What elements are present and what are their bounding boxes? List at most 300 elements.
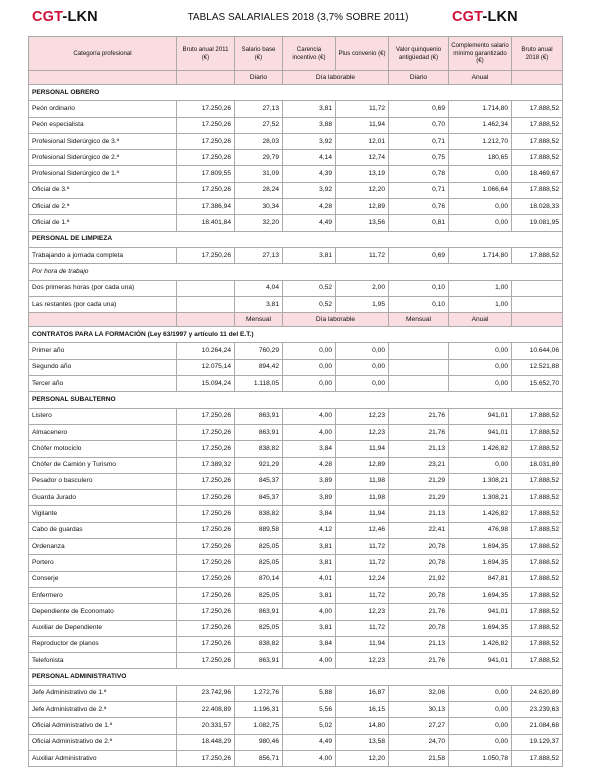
category-cell: Profesional Siderúrgico de 2.ª	[29, 150, 177, 166]
value-cell: 3,84	[283, 636, 336, 652]
section-header	[29, 85, 563, 101]
value-cell: 863,91	[235, 653, 283, 669]
value-cell: 22,41	[389, 522, 449, 538]
value-cell: 17.888,52	[512, 506, 563, 522]
category-cell: Primer año	[29, 343, 177, 359]
table-row	[29, 182, 563, 198]
value-cell: 17.250,26	[177, 604, 235, 620]
value-cell: 12.521,88	[512, 359, 563, 375]
value-cell: 17.888,52	[512, 750, 563, 766]
value-cell: 11,98	[336, 473, 389, 489]
value-cell: 11,94	[336, 506, 389, 522]
value-cell: 27,13	[235, 101, 283, 117]
value-cell: 847,81	[449, 571, 512, 587]
value-cell	[512, 296, 563, 312]
value-cell: 0,00	[449, 701, 512, 717]
value-cell: 21,76	[389, 604, 449, 620]
category-cell: Enfermero	[29, 587, 177, 603]
table-row	[29, 701, 563, 717]
units-cell-empty	[177, 313, 235, 327]
category-cell: Dependiente de Economato	[29, 604, 177, 620]
table-row	[29, 718, 563, 734]
value-cell: 21,13	[389, 441, 449, 457]
value-cell: 0,78	[389, 166, 449, 182]
value-cell: 476,98	[449, 522, 512, 538]
value-cell: 863,91	[235, 424, 283, 440]
value-cell: 17.888,52	[512, 587, 563, 603]
category-cell: Las restantes (por cada una)	[29, 296, 177, 312]
value-cell: 3,88	[283, 117, 336, 133]
value-cell: 4,28	[283, 199, 336, 215]
column-header: Bruto anual 2011 (€)	[177, 37, 235, 71]
value-cell: 17.888,52	[512, 490, 563, 506]
category-cell: Portero	[29, 555, 177, 571]
value-cell: 27,13	[235, 247, 283, 263]
value-cell: 24,70	[389, 734, 449, 750]
table-row	[29, 620, 563, 636]
value-cell: 20,78	[389, 587, 449, 603]
value-cell: 17.250,26	[177, 571, 235, 587]
value-cell: 941,01	[449, 604, 512, 620]
value-cell: 12,23	[336, 604, 389, 620]
value-cell: 921,29	[235, 457, 283, 473]
value-cell: 4,12	[283, 522, 336, 538]
category-cell: Almacenero	[29, 424, 177, 440]
value-cell: 941,01	[449, 653, 512, 669]
value-cell: 17.250,26	[177, 750, 235, 766]
value-cell: 3,81	[283, 101, 336, 117]
value-cell: 0,81	[389, 215, 449, 231]
units-cell-empty	[512, 313, 563, 327]
value-cell: 11,72	[336, 620, 389, 636]
value-cell: 0,00	[283, 376, 336, 392]
value-cell: 14,80	[336, 718, 389, 734]
value-cell: 4,14	[283, 150, 336, 166]
value-cell: 17.250,26	[177, 653, 235, 669]
value-cell: 18.401,84	[177, 215, 235, 231]
units-cell: Anual	[449, 313, 512, 327]
value-cell: 21,13	[389, 636, 449, 652]
category-cell: Oficial Administrativo de 1.ª	[29, 718, 177, 734]
value-cell: 17.250,26	[177, 441, 235, 457]
value-cell: 0,00	[449, 199, 512, 215]
value-cell: 3,89	[283, 490, 336, 506]
table-row	[29, 604, 563, 620]
value-cell: 28,03	[235, 133, 283, 149]
value-cell: 17.250,26	[177, 424, 235, 440]
value-cell: 0,00	[449, 343, 512, 359]
category-cell: Dos primeras horas (por cada una)	[29, 280, 177, 296]
table-row	[29, 734, 563, 750]
table-row	[29, 506, 563, 522]
value-cell: 4,00	[283, 408, 336, 424]
value-cell: 3,89	[283, 473, 336, 489]
value-cell	[177, 296, 235, 312]
table-row	[29, 653, 563, 669]
value-cell	[389, 376, 449, 392]
value-cell: 18.469,67	[512, 166, 563, 182]
value-cell: 760,29	[235, 343, 283, 359]
value-cell: 838,82	[235, 506, 283, 522]
value-cell: 10.264,24	[177, 343, 235, 359]
table-row	[29, 685, 563, 701]
units-row	[29, 313, 563, 327]
value-cell: 12,74	[336, 150, 389, 166]
category-cell: Chófer motociclo	[29, 441, 177, 457]
value-cell: 17.250,26	[177, 506, 235, 522]
value-cell: 4,49	[283, 215, 336, 231]
category-cell: Profesional Siderúrgico de 1.ª	[29, 166, 177, 182]
value-cell: 17.809,55	[177, 166, 235, 182]
value-cell: 17.250,26	[177, 555, 235, 571]
value-cell: 825,05	[235, 539, 283, 555]
value-cell: 12,01	[336, 133, 389, 149]
value-cell: 838,82	[235, 636, 283, 652]
value-cell: 17.250,26	[177, 490, 235, 506]
value-cell: 22.408,89	[177, 701, 235, 717]
value-cell: 17.888,52	[512, 473, 563, 489]
value-cell: 4,00	[283, 653, 336, 669]
value-cell: 1.694,35	[449, 620, 512, 636]
table-row	[29, 166, 563, 182]
value-cell: 17.386,94	[177, 199, 235, 215]
column-header-row	[29, 37, 563, 71]
value-cell: 21,29	[389, 490, 449, 506]
value-cell: 1.308,21	[449, 490, 512, 506]
value-cell: 3,84	[283, 441, 336, 457]
value-cell: 0,75	[389, 150, 449, 166]
category-cell: Jefe Administrativo de 2.ª	[29, 701, 177, 717]
value-cell: 0,76	[389, 199, 449, 215]
value-cell: 21,13	[389, 506, 449, 522]
table-row	[29, 473, 563, 489]
value-cell: 1.308,21	[449, 473, 512, 489]
value-cell: 1.462,34	[449, 117, 512, 133]
value-cell: 11,94	[336, 117, 389, 133]
value-cell: 1,00	[449, 280, 512, 296]
value-cell: 0,71	[389, 133, 449, 149]
units-cell-empty	[177, 71, 235, 85]
value-cell: 23,21	[389, 457, 449, 473]
cgt-lkn-logo-left: CGT-LKN	[32, 9, 98, 25]
salary-table	[28, 36, 563, 767]
value-cell: 17.250,26	[177, 182, 235, 198]
table-row	[29, 571, 563, 587]
section-title: PERSONAL ADMINISTRATIVO	[29, 669, 563, 685]
column-header: Categoría profesional	[29, 37, 177, 71]
value-cell: 863,91	[235, 408, 283, 424]
category-cell: Oficial Administrativo de 2.ª	[29, 734, 177, 750]
section-header	[29, 669, 563, 685]
value-cell: 30,13	[389, 701, 449, 717]
units-cell: Anual	[449, 71, 512, 85]
value-cell: 17.250,26	[177, 539, 235, 555]
value-cell: 27,52	[235, 117, 283, 133]
value-cell: 12,20	[336, 182, 389, 198]
value-cell: 32,20	[235, 215, 283, 231]
value-cell: 1.694,35	[449, 539, 512, 555]
category-cell: Peón ordinario	[29, 101, 177, 117]
value-cell: 15.094,24	[177, 376, 235, 392]
value-cell: 825,05	[235, 555, 283, 571]
value-cell: 4,28	[283, 457, 336, 473]
value-cell: 17.888,52	[512, 620, 563, 636]
value-cell: 21,58	[389, 750, 449, 766]
value-cell: 17.888,52	[512, 424, 563, 440]
table-row	[29, 522, 563, 538]
table-row	[29, 441, 563, 457]
cgt-lkn-logo-right: CGT-LKN	[452, 9, 518, 25]
category-cell: Ordenanza	[29, 539, 177, 555]
table-row	[29, 280, 563, 296]
value-cell: 17.250,26	[177, 587, 235, 603]
value-cell: 28,24	[235, 182, 283, 198]
column-header: Plus convenio (€)	[336, 37, 389, 71]
value-cell: 17.250,26	[177, 473, 235, 489]
value-cell: 1.714,80	[449, 101, 512, 117]
value-cell: 845,37	[235, 473, 283, 489]
value-cell: 1.050,78	[449, 750, 512, 766]
value-cell: 863,91	[235, 604, 283, 620]
page-header	[0, 0, 600, 36]
value-cell: 31,09	[235, 166, 283, 182]
value-cell: 11,72	[336, 587, 389, 603]
value-cell: 17.250,26	[177, 117, 235, 133]
value-cell: 1.694,35	[449, 587, 512, 603]
value-cell	[512, 280, 563, 296]
value-cell: 12.075,14	[177, 359, 235, 375]
value-cell: 17.888,52	[512, 408, 563, 424]
value-cell: 16,87	[336, 685, 389, 701]
value-cell: 941,01	[449, 408, 512, 424]
value-cell: 19.129,37	[512, 734, 563, 750]
units-cell: Diario	[389, 71, 449, 85]
value-cell: 3,92	[283, 133, 336, 149]
units-cell: Día laborable	[283, 71, 389, 85]
value-cell: 12,23	[336, 408, 389, 424]
category-cell: Segundo año	[29, 359, 177, 375]
value-cell: 856,71	[235, 750, 283, 766]
category-cell: Tercer año	[29, 376, 177, 392]
value-cell: 21,76	[389, 424, 449, 440]
value-cell: 17.888,52	[512, 539, 563, 555]
value-cell: 0,71	[389, 182, 449, 198]
value-cell: 3,84	[283, 506, 336, 522]
value-cell: 23.239,63	[512, 701, 563, 717]
value-cell: 5,88	[283, 685, 336, 701]
value-cell: 11,94	[336, 636, 389, 652]
value-cell: 17.888,52	[512, 133, 563, 149]
value-cell: 20.331,57	[177, 718, 235, 734]
value-cell: 4,49	[283, 734, 336, 750]
value-cell: 21.084,68	[512, 718, 563, 734]
value-cell: 0,69	[389, 101, 449, 117]
value-cell: 17.888,52	[512, 555, 563, 571]
value-cell: 18.031,89	[512, 457, 563, 473]
category-cell: Trabajando a jornada completa	[29, 247, 177, 263]
value-cell: 13,56	[336, 215, 389, 231]
value-cell: 17.888,52	[512, 441, 563, 457]
category-cell: Cabo de guardas	[29, 522, 177, 538]
value-cell: 13,58	[336, 734, 389, 750]
table-row	[29, 215, 563, 231]
value-cell: 18.028,33	[512, 199, 563, 215]
value-cell: 17.888,52	[512, 522, 563, 538]
value-cell: 0,00	[283, 359, 336, 375]
value-cell: 1.694,35	[449, 555, 512, 571]
value-cell: 17.888,52	[512, 150, 563, 166]
category-cell: Jefe Administrativo de 1.ª	[29, 685, 177, 701]
table-row	[29, 457, 563, 473]
category-cell: Oficial de 3.ª	[29, 182, 177, 198]
value-cell: 3,81	[235, 296, 283, 312]
column-header: Complemento salario mínimo garantizado (€)	[449, 37, 512, 71]
value-cell: 21,92	[389, 571, 449, 587]
value-cell	[177, 280, 235, 296]
value-cell: 20,78	[389, 539, 449, 555]
value-cell: 0,00	[449, 215, 512, 231]
table-row	[29, 555, 563, 571]
category-cell: Oficial de 2.ª	[29, 199, 177, 215]
value-cell: 30,34	[235, 199, 283, 215]
value-cell: 4,00	[283, 750, 336, 766]
value-cell: 980,46	[235, 734, 283, 750]
value-cell: 1,00	[449, 296, 512, 312]
page-title: TABLAS SALARIALES 2018 (3,7% SOBRE 2011)	[187, 12, 409, 23]
category-cell: Reproductor de planos	[29, 636, 177, 652]
table-row	[29, 408, 563, 424]
category-cell: Profesional Siderúrgico de 3.ª	[29, 133, 177, 149]
value-cell: 17.250,26	[177, 150, 235, 166]
category-cell: Listero	[29, 408, 177, 424]
value-cell: 0,00	[449, 457, 512, 473]
value-cell: 11,72	[336, 101, 389, 117]
value-cell: 870,14	[235, 571, 283, 587]
value-cell: 0,10	[389, 296, 449, 312]
value-cell: 32,06	[389, 685, 449, 701]
table-row	[29, 117, 563, 133]
value-cell: 3,81	[283, 620, 336, 636]
value-cell: 17.888,52	[512, 182, 563, 198]
column-header: Salario base (€)	[235, 37, 283, 71]
value-cell: 12,89	[336, 457, 389, 473]
column-header: Carencia incentivo (€)	[283, 37, 336, 71]
value-cell: 0,00	[449, 359, 512, 375]
value-cell: 1.426,82	[449, 636, 512, 652]
table-row	[29, 359, 563, 375]
value-cell: 11,94	[336, 441, 389, 457]
table-row	[29, 101, 563, 117]
value-cell: 3,81	[283, 539, 336, 555]
value-cell: 1,95	[336, 296, 389, 312]
sub-label-row	[29, 264, 563, 280]
value-cell: 5,02	[283, 718, 336, 734]
value-cell: 1.714,80	[449, 247, 512, 263]
table-row	[29, 636, 563, 652]
value-cell: 3,81	[283, 555, 336, 571]
value-cell: 17.888,52	[512, 636, 563, 652]
value-cell: 10.644,06	[512, 343, 563, 359]
section-title: CONTRATOS PARA LA FORMACIÓN (Ley 63/1997 y artículo 11 del E.T.)	[29, 327, 563, 343]
value-cell: 894,42	[235, 359, 283, 375]
value-cell: 1.272,76	[235, 685, 283, 701]
value-cell: 12,23	[336, 653, 389, 669]
units-cell: Diario	[235, 71, 283, 85]
table-row	[29, 490, 563, 506]
value-cell: 0,00	[449, 718, 512, 734]
value-cell: 0,00	[449, 166, 512, 182]
units-cell: Mensual	[235, 313, 283, 327]
value-cell: 17.250,26	[177, 101, 235, 117]
value-cell: 889,58	[235, 522, 283, 538]
table-row	[29, 199, 563, 215]
value-cell: 17.888,52	[512, 117, 563, 133]
value-cell: 20,78	[389, 555, 449, 571]
value-cell: 17.250,26	[177, 247, 235, 263]
units-cell-empty	[512, 71, 563, 85]
value-cell: 18.448,29	[177, 734, 235, 750]
value-cell: 0,00	[449, 685, 512, 701]
category-cell: Auxiliar Administrativo	[29, 750, 177, 766]
table-row	[29, 424, 563, 440]
value-cell: 2,00	[336, 280, 389, 296]
value-cell: 17.888,52	[512, 604, 563, 620]
value-cell: 838,82	[235, 441, 283, 457]
table-row	[29, 247, 563, 263]
value-cell: 12,46	[336, 522, 389, 538]
units-cell: Mensual	[389, 313, 449, 327]
value-cell: 825,05	[235, 620, 283, 636]
section-title: PERSONAL OBRERO	[29, 85, 563, 101]
value-cell: 1.426,82	[449, 441, 512, 457]
value-cell: 0,10	[389, 280, 449, 296]
value-cell	[389, 343, 449, 359]
value-cell: 0,00	[449, 734, 512, 750]
value-cell: 3,81	[283, 587, 336, 603]
units-cell: Día laborable	[283, 313, 389, 327]
value-cell: 1.066,64	[449, 182, 512, 198]
value-cell: 23.742,96	[177, 685, 235, 701]
category-cell: Chófer de Camión y Turismo	[29, 457, 177, 473]
value-cell: 825,05	[235, 587, 283, 603]
value-cell: 845,37	[235, 490, 283, 506]
category-cell: Vigilante	[29, 506, 177, 522]
value-cell: 1.196,31	[235, 701, 283, 717]
table-row	[29, 539, 563, 555]
units-cell-empty	[29, 313, 177, 327]
value-cell: 17.888,52	[512, 571, 563, 587]
category-cell: Peón especialista	[29, 117, 177, 133]
value-cell: 0,00	[283, 343, 336, 359]
table-row	[29, 150, 563, 166]
value-cell: 13,19	[336, 166, 389, 182]
value-cell: 0,00	[336, 376, 389, 392]
value-cell: 12,23	[336, 424, 389, 440]
value-cell: 1.118,05	[235, 376, 283, 392]
category-cell: Auxiliar de Dependiente	[29, 620, 177, 636]
category-cell: Oficial de 1.ª	[29, 215, 177, 231]
value-cell: 0,00	[336, 343, 389, 359]
value-cell	[389, 359, 449, 375]
value-cell: 0,69	[389, 247, 449, 263]
value-cell: 5,56	[283, 701, 336, 717]
table-row	[29, 296, 563, 312]
category-cell: Guarda Jurado	[29, 490, 177, 506]
value-cell: 21,29	[389, 473, 449, 489]
value-cell: 1.212,70	[449, 133, 512, 149]
value-cell: 17.888,52	[512, 247, 563, 263]
sub-label: Por hora de trabajo	[29, 264, 563, 280]
